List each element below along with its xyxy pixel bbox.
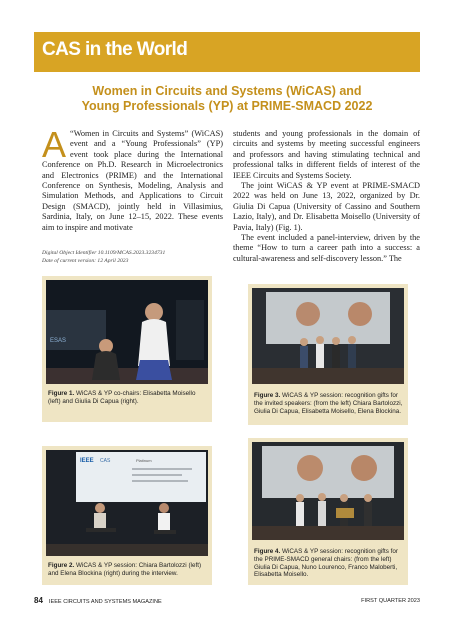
article-title-line-2: Young Professionals (YP) at PRIME-SMACD 2022 [81, 99, 373, 113]
version-date: Date of current version: 12 April 2023 [42, 258, 129, 264]
magazine-name: IEEE CIRCUITS AND SYSTEMS MAGAZINE [48, 599, 162, 605]
award-photo-image [252, 288, 404, 384]
figure-1-caption [48, 390, 208, 406]
issue-label: FIRST QUARTER 2023 [361, 598, 420, 604]
section-banner [34, 32, 420, 72]
figure-4-label: Figure 4. [254, 548, 281, 555]
screen-text: ESAS [50, 338, 67, 344]
paragraph: The joint WiCAS & YP event at PRIME-SMACD 2022 was held on June 13, 2022, organized by Dr. Giulia Di Capua (University of Cassino and Southern Lazio, Italy), and Dr. Elisabetta Moisello (University of Pavia, Italy) (Fig. 1). [233, 181, 420, 232]
screen-sponsors: Platinum [136, 458, 152, 463]
figure-3-caption [254, 392, 404, 415]
drop-cap: A [42, 124, 67, 165]
figure-2-label: Figure 2. [48, 562, 75, 569]
section-title: CAS in the World [42, 39, 188, 60]
figure-3-photo [252, 288, 404, 384]
body-column-right [233, 129, 420, 264]
page-number: 84 [34, 596, 43, 605]
figure-3 [248, 284, 408, 425]
paragraph: The event included a panel-interview, driven by the theme “How to turn a career path into a success: a cultural-awareness and self-discovery lesson.” The [233, 233, 420, 263]
body-column-left [42, 124, 223, 233]
footer-right [361, 598, 420, 604]
article-title-line-1: Women in Circuits and Systems (WiCAS) and [92, 84, 362, 98]
figure-1-caption-text: WiCAS & YP co-chairs: Elisabetta Moisello (left) and Giulia Di Capua (right). [48, 390, 196, 405]
figure-4 [248, 438, 408, 585]
screen-logo-secondary: CAS [100, 458, 111, 464]
screen-logo: IEEE [80, 458, 94, 464]
figure-2-caption [48, 562, 208, 578]
figure-1-label: Figure 1. [48, 390, 75, 397]
figure-2-photo [46, 450, 208, 556]
figure-2-caption-text: WiCAS & YP session: Chiara Bartolozzi (left) and Elena Blockina (right) during the interview. [48, 562, 202, 577]
stage-photo-image [46, 280, 208, 384]
figure-3-label: Figure 3. [254, 392, 281, 399]
figure-4-caption [254, 548, 404, 579]
paragraph: students and young professionals in the domain of circuits and systems by meeting successful engineers and professors and having stimulating technical and professional talks in different fields of interest of the IEEE Circuits and Systems Society. [233, 129, 420, 180]
chairs-photo-image [252, 442, 404, 540]
figure-1-photo [46, 280, 208, 384]
figure-1 [42, 276, 212, 422]
interview-photo-image [46, 450, 208, 556]
figure-3-caption-text: WiCAS & YP session: recognition gifts for the invited speakers: (from the left) Chiara Bartolozzi, Giulia Di Capua, Elisabetta Moisello, Elena Blockina. [254, 392, 403, 415]
doi-line: Digital Object Identifier 10.1109/MCAS.2023.3234731 [42, 250, 166, 256]
figure-2 [42, 446, 212, 585]
intro-paragraph: “Women in Circuits and Systems” (WiCAS) event and a “Young Professionals” (YP) event took place during the International Conference on Ph.D. Research in Microelectronics and Electronics (PRIME) and the International Conference on Synthesis, Modeling, Analysis and Simulation Methods, and Applications to Circuit Design (SMACD), jointly held in Villasimius, Sardinia, Italy, on June 12–15, 2022. These events aim to inspire and motivate [42, 129, 223, 232]
article-title [34, 84, 420, 114]
doi-info [42, 249, 227, 265]
footer-left [34, 596, 162, 605]
figure-4-photo [252, 442, 404, 540]
figure-4-caption-text: WiCAS & YP session: recognition gifts for the PRIME-SMACD general chairs: (from the left) Giulia Di Capua, Nuno Lourenco, Franco Maloberti, Elisabetta Moisello. [254, 548, 398, 579]
